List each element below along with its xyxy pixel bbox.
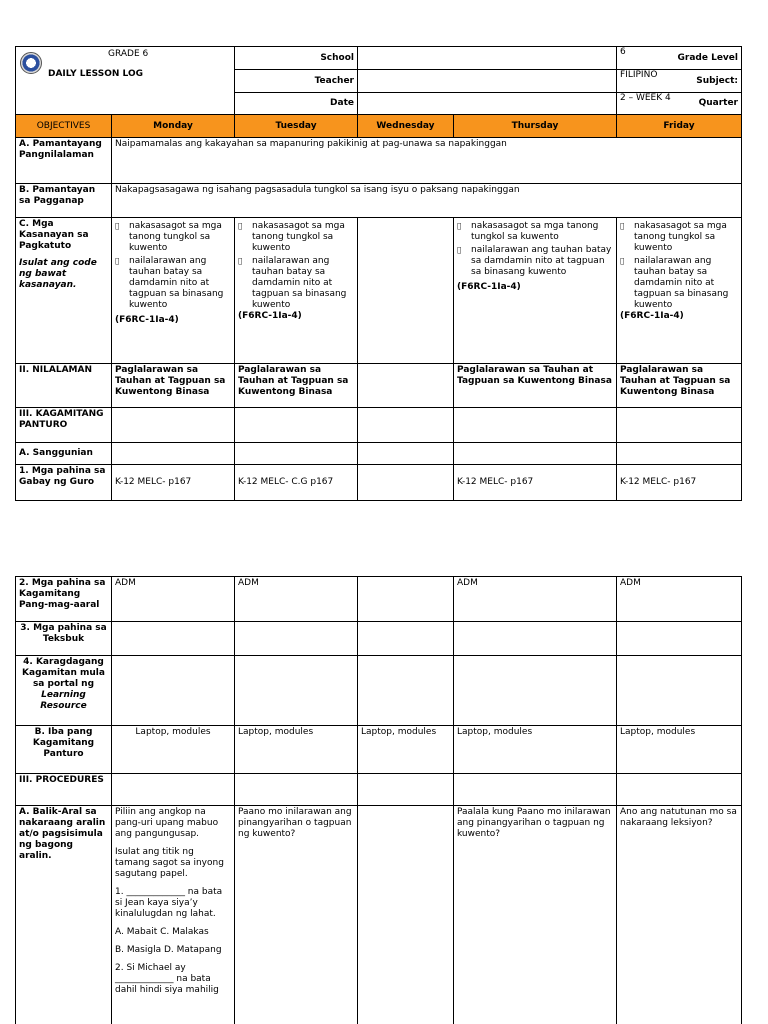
competency-code: (F6RC-1Ia-4): [457, 282, 521, 292]
paragraph: Isulat ang titik ng tamang sagot sa inyong sagutang papel.: [115, 847, 224, 879]
kasanayan-tuesday: [235, 218, 358, 364]
col-friday: Friday: [617, 115, 742, 138]
gabay-thursday: K-12 MELC- p167: [454, 465, 617, 501]
pang-mag-aaral-monday: ADM: [112, 577, 235, 622]
empty-cell: [617, 656, 742, 726]
balik-aral-wednesday: [358, 806, 454, 1024]
school-label: School: [235, 47, 358, 70]
lesson-log-table-page2: [15, 576, 742, 1024]
list-item: nakasasagot sa mga tanong tungkol sa kuwento: [634, 221, 727, 253]
list-item: nailalarawan ang tauhan batay sa damdamin nito at tagpuan sa binasang kuwento: [471, 245, 612, 277]
list-item: nailalarawan ang tauhan batay sa damdamin nito at tagpuan sa binasang kuwento: [252, 256, 347, 310]
teacher-label: Teacher: [235, 70, 358, 93]
empty-cell: [358, 443, 454, 465]
pang-mag-aaral-friday: ADM: [617, 577, 742, 622]
grade-level-value: 6: [620, 47, 626, 57]
empty-cell: [112, 774, 235, 806]
pamantayan-sa-pagganap-text: Nakapagsasagawa ng isahang pagsasadula tungkol sa isang isyu o paksang napakinggan: [112, 184, 742, 218]
balik-aral-friday: Ano ang natutunan mo sa nakaraang leksiyon?: [617, 806, 742, 1024]
empty-cell: [454, 622, 617, 656]
empty-cell: [235, 443, 358, 465]
empty-cell: [617, 774, 742, 806]
nilalaman-tuesday: Paglalarawan sa Tauhan at Tagpuan sa Kuwentong Binasa: [235, 364, 358, 408]
subject-value: FILIPINO: [620, 70, 658, 80]
list-item: nakasasagot sa mga tanong tungkol sa kuwento: [252, 221, 345, 253]
quarter-value: 2 – WEEK 4: [620, 93, 671, 103]
row-label-gabay-ng-guro: 1. Mga pahina sa Gabay ng Guro: [16, 465, 112, 501]
empty-cell: [617, 443, 742, 465]
iba-pang-friday: Laptop, modules: [617, 726, 742, 774]
row-label-kagamitang-panturo: III. KAGAMITANG PANTURO: [16, 408, 112, 443]
kasanayan-note: Isulat ang code ng bawat kasanayan.: [19, 258, 97, 290]
balik-aral-tuesday: Paano mo inilarawan ang pinangyarihan o tagpuan ng kuwento?: [235, 806, 358, 1024]
grade-label: GRADE 6: [108, 49, 149, 59]
checkbox-glyph-icon: [457, 245, 465, 278]
header-title-block: [16, 47, 235, 115]
gabay-wednesday: [358, 465, 454, 501]
paragraph: A. Mabait C. Malakas: [115, 927, 209, 937]
list-item: nakasasagot sa mga tanong tungkol sa kuwento: [129, 221, 222, 253]
checkbox-glyph-icon: [238, 221, 246, 254]
row-label-iba-pang-kagamitan: B. Iba pang Kagamitang Panturo: [16, 726, 112, 774]
quarter-label: Quarter: [617, 93, 742, 115]
pamantayang-pangnilalaman-text: Naipamamalas ang kakayahan sa mapanuring pakikinig at pag-unawa sa napakinggan: [112, 138, 742, 184]
gabay-friday: K-12 MELC- p167: [617, 465, 742, 501]
nilalaman-wednesday: [358, 364, 454, 408]
empty-cell: [112, 443, 235, 465]
checkbox-glyph-icon: [620, 256, 628, 311]
lesson-log-table-page1: [15, 46, 742, 501]
empty-cell: [358, 408, 454, 443]
row-label-kasanayan: [16, 218, 112, 364]
teacher-value: [358, 70, 617, 93]
pang-mag-aaral-wednesday: [358, 577, 454, 622]
iba-pang-wednesday: Laptop, modules: [358, 726, 454, 774]
checkbox-glyph-icon: [115, 256, 123, 311]
kasanayan-label: C. Mga Kasanayan sa Pagkatuto: [19, 219, 89, 251]
row-label-sanggunian: A. Sanggunian: [16, 443, 112, 465]
nilalaman-friday: Paglalarawan sa Tauhan at Tagpuan sa Kuwentong Binasa: [617, 364, 742, 408]
kasanayan-monday: [112, 218, 235, 364]
col-wednesday: Wednesday: [358, 115, 454, 138]
competency-code: (F6RC-1Ia-4): [620, 311, 684, 321]
empty-cell: [617, 408, 742, 443]
checkbox-glyph-icon: [238, 256, 246, 311]
empty-cell: [358, 774, 454, 806]
paragraph: 2. Si Michael ay _____________ na bata dahil hindi siya mahilig: [115, 963, 219, 995]
row-label-balik-aral: A. Balik-Aral sa nakaraang aralin at/o pagsisimula ng bagong aralin.: [16, 806, 112, 1024]
document-title: DAILY LESSON LOG: [48, 69, 143, 79]
empty-cell: [358, 656, 454, 726]
empty-cell: [617, 622, 742, 656]
empty-cell: [112, 656, 235, 726]
list-item: nailalarawan ang tauhan batay sa damdamin nito at tagpuan sa binasang kuwento: [129, 256, 224, 310]
learning-resource-label: 4. Karagdagang Kagamitan mula sa portal ng: [22, 657, 105, 689]
balik-aral-monday: [112, 806, 235, 1024]
row-label-procedures: III. PROCEDURES: [16, 774, 112, 806]
row-label-learning-resource: [16, 656, 112, 726]
nilalaman-monday: Paglalarawan sa Tauhan at Tagpuan sa Kuwentong Binasa: [112, 364, 235, 408]
paragraph: Piliin ang angkop na pang-uri upang mabuo ang pangungusap.: [115, 807, 219, 839]
deped-seal-icon: [20, 52, 42, 74]
empty-cell: [454, 774, 617, 806]
subject-label: Subject:: [617, 70, 742, 93]
row-label-nilalaman: II. NILALAMAN: [16, 364, 112, 408]
gabay-tuesday: K-12 MELC- C.G p167: [235, 465, 358, 501]
kasanayan-thursday: [454, 218, 617, 364]
kasanayan-wednesday: [358, 218, 454, 364]
iba-pang-thursday: Laptop, modules: [454, 726, 617, 774]
checkbox-glyph-icon: [457, 221, 465, 243]
empty-cell: [112, 622, 235, 656]
col-thursday: Thursday: [454, 115, 617, 138]
pang-mag-aaral-thursday: ADM: [454, 577, 617, 622]
kasanayan-friday: [617, 218, 742, 364]
empty-cell: [358, 622, 454, 656]
pang-mag-aaral-tuesday: ADM: [235, 577, 358, 622]
paragraph: 1. _____________ na bata si Jean kaya siya’y kinalulugdan ng lahat.: [115, 887, 223, 919]
date-label: Date: [235, 93, 358, 115]
iba-pang-monday: Laptop, modules: [112, 726, 235, 774]
col-objectives: OBJECTIVES: [16, 115, 112, 138]
col-monday: Monday: [112, 115, 235, 138]
empty-cell: [235, 656, 358, 726]
list-item: nakasasagot sa mga tanong tungkol sa kuwento: [471, 221, 599, 242]
empty-cell: [454, 443, 617, 465]
empty-cell: [235, 622, 358, 656]
nilalaman-thursday: Paglalarawan sa Tauhan at Tagpuan sa Kuwentong Binasa: [454, 364, 617, 408]
checkbox-glyph-icon: [115, 221, 123, 254]
row-label-pamantayang-pangnilalaman: A. Pamantayang Pangnilalaman: [16, 138, 112, 184]
grade-level-label: Grade Level: [617, 47, 742, 70]
learning-resource-label-italic: Learning Resource: [40, 690, 87, 711]
empty-cell: [235, 774, 358, 806]
competency-code: (F6RC-1Ia-4): [115, 315, 179, 325]
paragraph: B. Masigla D. Matapang: [115, 945, 222, 955]
row-label-kagamitang-pang-mag-aaral: 2. Mga pahina sa Kagamitang Pang-mag-aaral: [16, 577, 112, 622]
gabay-monday: K-12 MELC- p167: [112, 465, 235, 501]
school-value: [358, 47, 617, 70]
balik-aral-thursday: Paalala kung Paano mo inilarawan ang pinangyarihan o tagpuan ng kuwento?: [454, 806, 617, 1024]
iba-pang-tuesday: Laptop, modules: [235, 726, 358, 774]
row-label-teksbuk: 3. Mga pahina sa Teksbuk: [16, 622, 112, 656]
empty-cell: [235, 408, 358, 443]
list-item: nailalarawan ang tauhan batay sa damdamin nito at tagpuan sa binasang kuwento: [634, 256, 729, 310]
row-label-pamantayan-sa-pagganap: B. Pamantayan sa Pagganap: [16, 184, 112, 218]
checkbox-glyph-icon: [620, 221, 628, 254]
competency-code: (F6RC-1Ia-4): [238, 311, 302, 321]
empty-cell: [454, 656, 617, 726]
empty-cell: [454, 408, 617, 443]
col-tuesday: Tuesday: [235, 115, 358, 138]
date-value: [358, 93, 617, 115]
empty-cell: [112, 408, 235, 443]
